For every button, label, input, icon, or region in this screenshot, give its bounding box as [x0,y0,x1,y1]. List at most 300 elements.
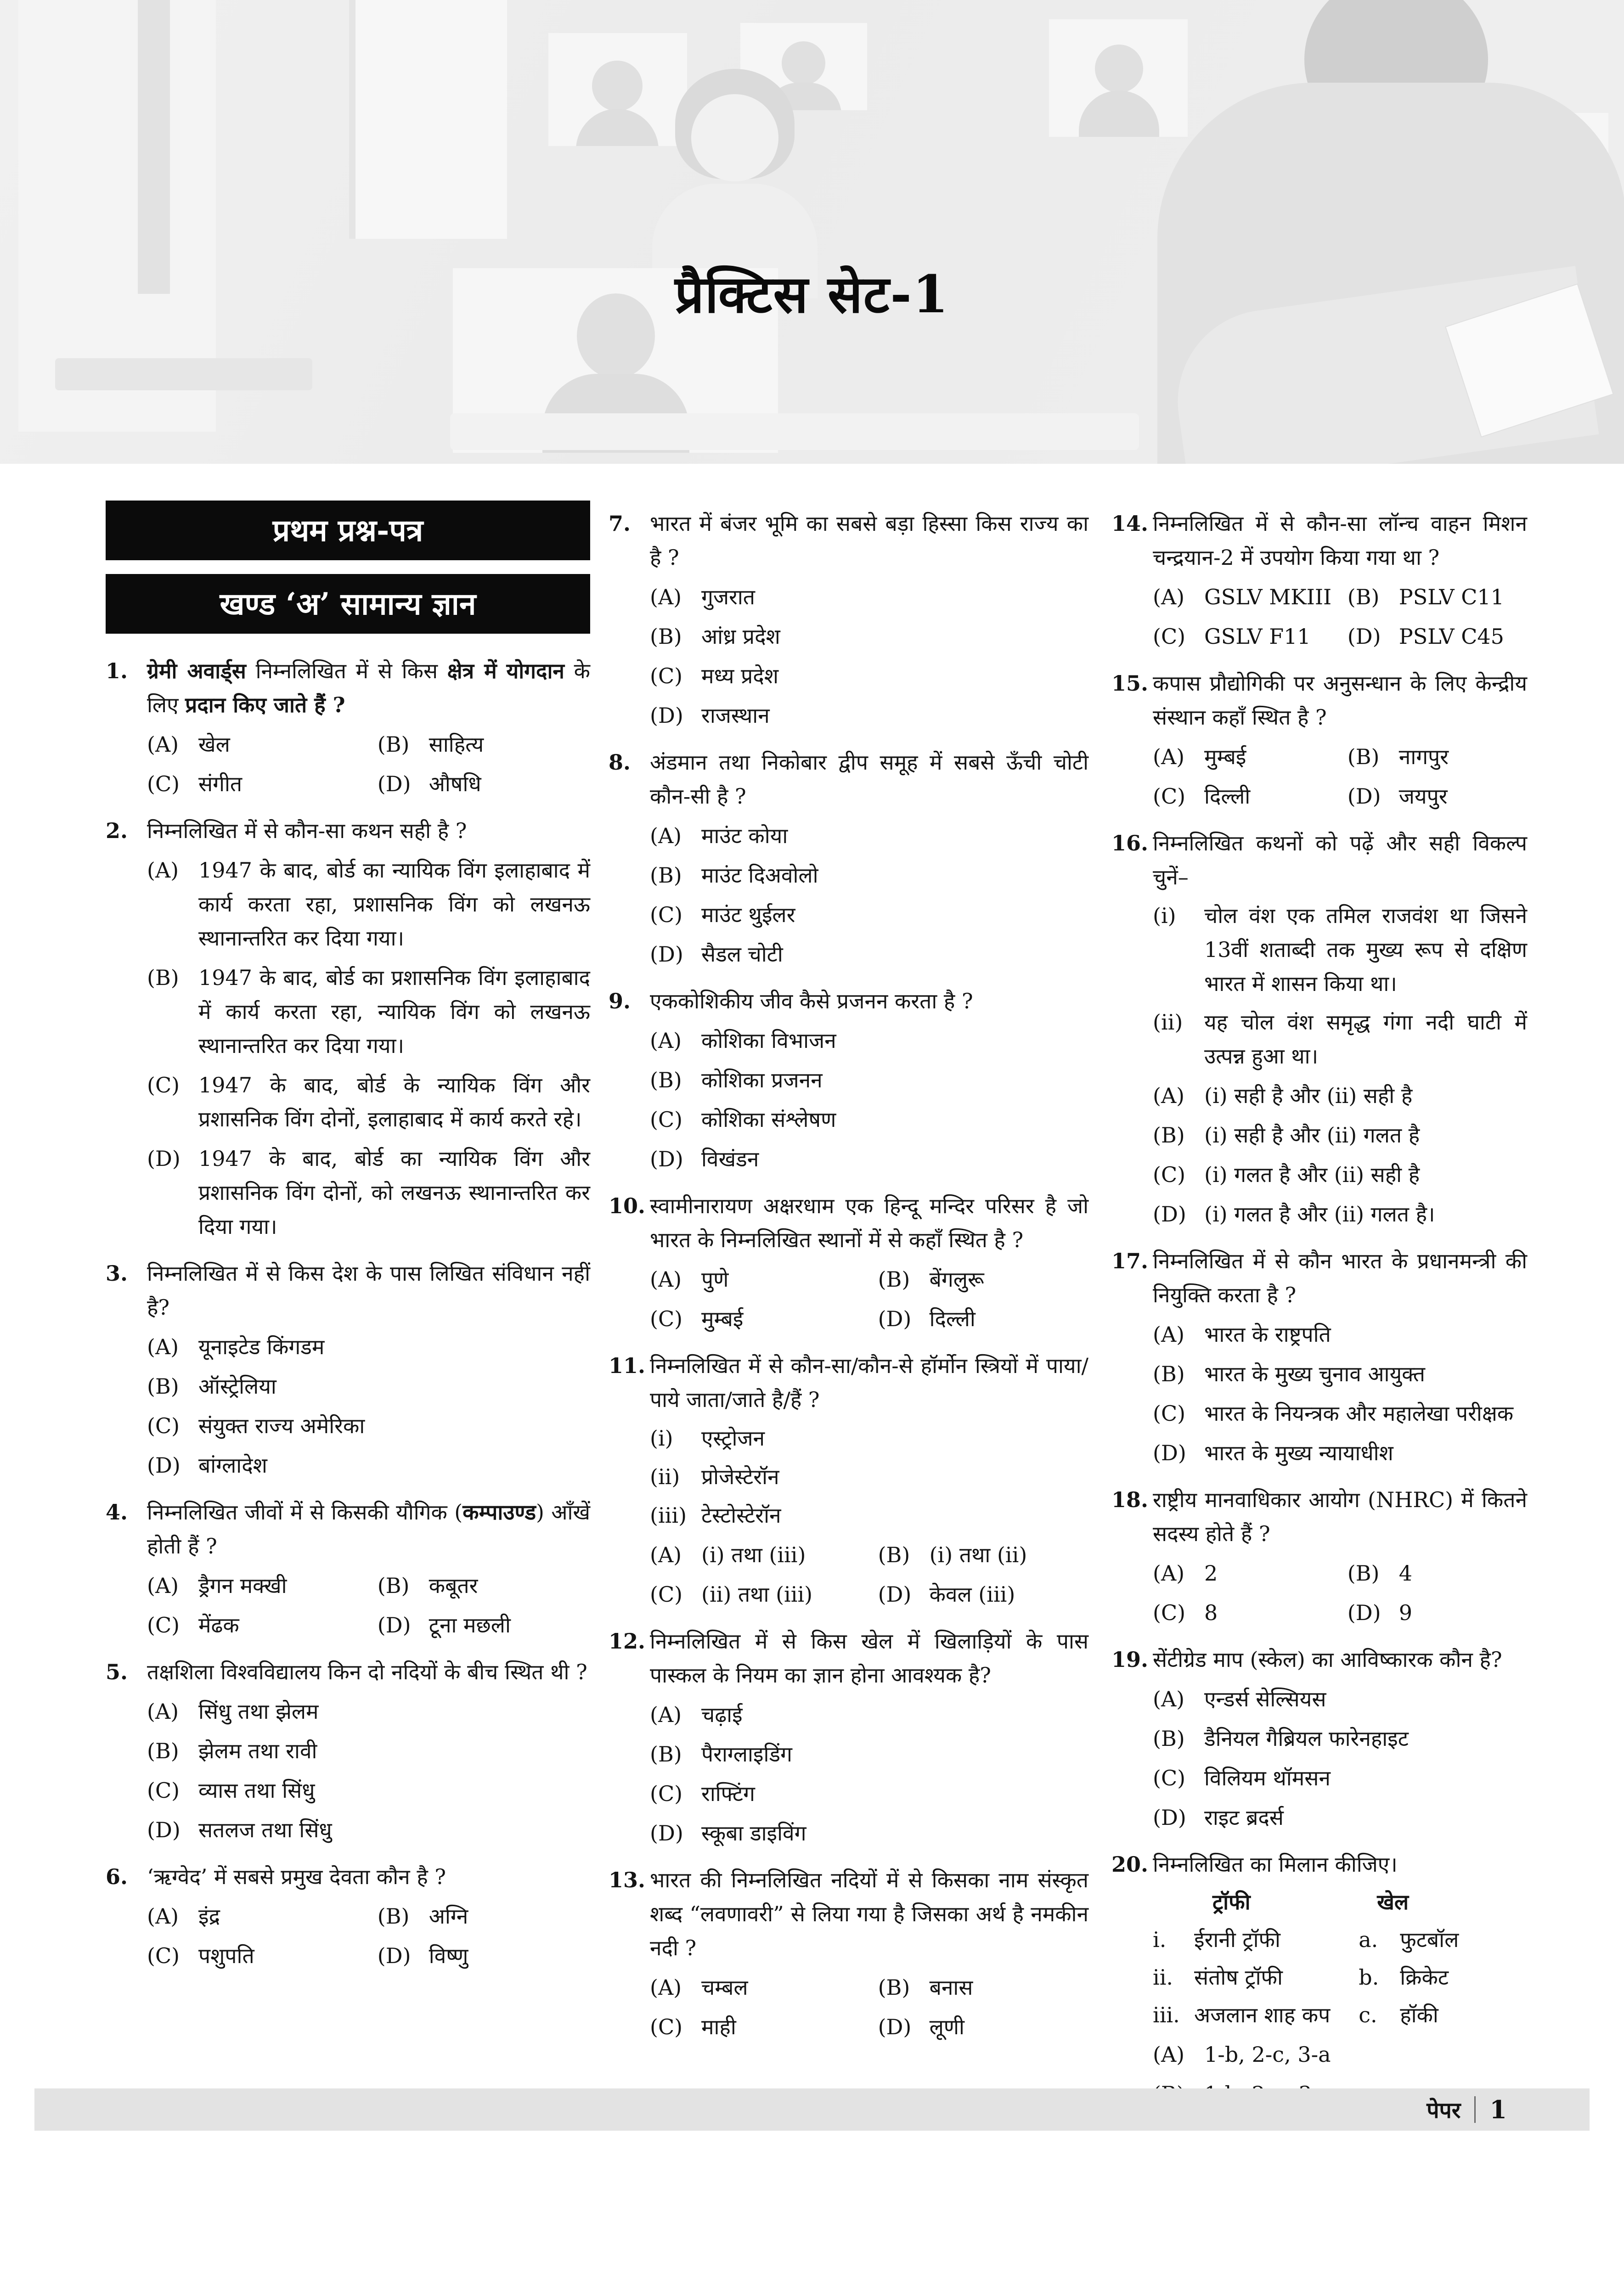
option-label: (A) [147,732,179,757]
option [147,1330,590,1364]
option-row [650,1970,1088,2004]
option [147,1773,590,1807]
option-text: संगीत [198,771,242,796]
option-text: (i) तथा (ii) [929,1542,1027,1567]
option-label: (D) [147,1453,180,1478]
option-label: (B) [147,1739,179,1763]
option [1153,1761,1527,1795]
question-text: भारत की निम्नलिखित नदियों में से किसका नाम संस्कृत शब्द “लवणावरी” से लिया गया है जिसका अर्थ है नमकीन नदी ? [650,1868,1088,1960]
question-text: स्वामीनारायण अक्षरधाम एक हिन्दू मन्दिर परिसर है जो भारत के निम्नलिखित स्थानों में से कहाँ स्थित है ? [650,1193,1088,1252]
option-text: 8 [1204,1600,1218,1625]
option-text: मुम्बई [1204,744,1246,769]
option [1153,619,1348,653]
option-text: (i) गलत है और (ii) गलत है। [1204,1202,1435,1227]
option [1153,779,1348,813]
option-label: (B) [1347,744,1380,769]
option-label: (A) [147,858,179,883]
option-text: विलियम थॉमसन [1204,1766,1331,1790]
option [878,1262,1088,1296]
option [147,1939,378,1973]
question-body [650,1189,1088,1336]
option [650,580,1088,614]
question-number: 16. [1111,831,1149,855]
option [1153,580,1348,614]
question-text: राष्ट्रीय मानवाधिकार आयोग (NHRC) में कितने सदस्य होते हैं ? [1153,1487,1527,1546]
option-label: (C) [650,1582,683,1607]
option [1348,740,1527,774]
option-text: पैराग्लाइडिंग [701,1742,792,1767]
option [1153,1556,1348,1590]
question-text: तक्षशिला विश्वविद्यालय किन दो नदियों के बीच स्थित थी ? [147,1660,587,1684]
option-label: (D) [878,1306,912,1331]
option-label: (B) [1153,1123,1185,1148]
option-text: नागपुर [1398,744,1449,769]
match-header: खेल [1377,1890,1409,1914]
option [1348,779,1527,813]
option [650,858,1088,892]
option-text: डैनियल गैब्रियल फारेनहाइट [1204,1726,1409,1751]
option-text: कबूतर [429,1573,478,1598]
match-sport: फुटबॉल [1400,1927,1459,1952]
option-label: (B) [650,863,682,888]
option-label: (A) [650,1975,682,2000]
option-text: 1-b, 2-c, 3-a [1204,2042,1331,2067]
option-label: (C) [650,1107,683,1132]
match-table [1153,1885,1527,2032]
question-text: सेंटीग्रेड माप (स्केल) का आविष्कारक कौन है? [1153,1647,1502,1672]
question-number: 19. [1111,1647,1149,1672]
question-number: 5. [106,1660,128,1684]
option-label: (A) [650,1702,682,1727]
option [147,853,590,955]
statement-text: प्रोजेस्टेरॉन [701,1464,779,1489]
option-text: एन्डर्स सेल्सियस [1204,1687,1326,1711]
question-number: 2. [106,818,128,843]
option [378,727,590,761]
option-row [650,1577,1088,1611]
match-trophy-cell [1153,1960,1359,1994]
option-text: GSLV MKIII [1204,585,1332,609]
question-number: 20. [1111,1852,1149,1877]
option-text: राजस्थान [701,703,770,728]
option [1153,740,1348,774]
option [378,1899,590,1933]
option-text: (ii) तथा (iii) [701,1582,813,1607]
option-row [147,1608,590,1642]
question-body [650,745,1088,971]
column-3 [1111,494,1527,2111]
question-number: 8. [609,750,631,775]
option-label: (A) [1153,585,1185,609]
option-text: मेंढक [198,1613,239,1638]
option [1153,1682,1527,1716]
option-row [1153,580,1527,614]
option-text: चम्बल [701,1975,748,2000]
option-row [1153,1556,1527,1590]
option-label: (D) [1347,1600,1381,1625]
option-label: (A) [650,1267,682,1292]
option-label: (D) [878,1582,912,1607]
option-text: विष्णु [429,1943,468,1968]
option-text: सतलज तथा सिंधु [198,1818,332,1842]
option-label: (C) [147,1943,180,1968]
option [1153,1396,1527,1430]
question-text: कपास प्रौद्योगिकी पर अनुसन्धान के लिए केन्द्रीय संस्थान कहाँ स्थित है ? [1153,671,1527,730]
option-label: (A) [650,823,682,848]
option-row [650,1538,1088,1572]
option [1153,1197,1527,1231]
option-text: PSLV C11 [1398,585,1504,609]
option-label: (C) [1153,1162,1186,1187]
option-text: माउंट थुईलर [701,902,795,927]
option-label: (B) [650,624,682,649]
option-text: लूणी [929,2015,964,2039]
option-text: माउंट दिअवोलो [701,863,818,888]
question-number: 11. [609,1353,646,1378]
option-label: (A) [147,1573,179,1598]
footer-page-number: 1 [1489,2095,1507,2124]
option-label: (B) [1153,1362,1185,1386]
question-body [147,1860,590,1973]
option [1153,1158,1527,1192]
option-text: चढ़ाई [701,1702,743,1727]
option-label: (A) [1153,1561,1185,1586]
statement-item [1153,1005,1527,1073]
match-trophy-cell [1153,1923,1359,1957]
question-text: निम्नलिखित जीवों में से किसकी यौगिक (कम्पाउण्ड) आँखें होती हैं ? [147,1500,590,1559]
question-body [147,814,590,1244]
question-8 [609,745,1088,971]
question-text: अंडमान तथा निकोबार द्वीप समूह में सबसे ऊँची चोटी कौन-सी है ? [650,750,1088,809]
question-number: 15. [1111,671,1149,696]
statement-item [650,1460,1088,1494]
option-text: माउंट कोया [701,823,788,848]
option-text: मुम्बई [701,1306,744,1331]
question-body [650,1863,1088,2044]
option [147,1409,590,1443]
question-2 [106,814,590,1244]
option-label: (D) [650,1821,683,1846]
monitor-graphic [542,28,694,152]
option [147,767,378,801]
option [650,1816,1088,1850]
question-body [650,506,1088,732]
option-text: 2 [1204,1561,1218,1586]
option-text: सिंधु तथा झेलम [198,1699,319,1724]
option-text: ऑस्ट्रेलिया [198,1374,276,1399]
option-text: इंद्र [198,1904,220,1929]
option-text: 1947 के बाद, बोर्ड के न्यायिक विंग और प्रशासनिक विंग दोनों, इलाहाबाद में कार्य करते रहे। [198,1073,590,1131]
question-body [1153,1244,1527,1470]
question-text: निम्नलिखित में से किस खेल में खिलाड़ियों के पास पास्कल के नियम का ज्ञान होना आवश्यक है? [650,1629,1088,1688]
option-row [650,1262,1088,1296]
match-row-letter: c. [1359,2003,1377,2027]
question-body [147,654,590,801]
option-row [147,727,590,761]
match-trophy: अजलान शाह कप [1194,2003,1331,2027]
option [1153,1118,1527,1152]
option-text: आंध्र प्रदेश [701,624,780,649]
question-12 [609,1624,1088,1850]
option-text: राइट ब्रदर्स [1204,1805,1284,1830]
option-label: (B) [147,965,179,990]
option-label: (D) [650,703,683,728]
option-label: (C) [650,664,683,688]
option-label: (C) [1153,624,1186,649]
option-label: (A) [1153,744,1185,769]
option [650,898,1088,932]
desk-graphic [55,358,312,390]
option-text: 1947 के बाद, बोर्ड का प्रशासनिक विंग इलाहाबाद में कार्य करता रहा, न्यायिक विंग को लखनऊ स्थानान्तरित कर दिया गया। [198,965,590,1058]
option-label: (C) [147,1413,180,1438]
option-row [1153,619,1527,653]
option-row [650,1302,1088,1336]
option-label: (D) [1347,784,1381,809]
option [650,1737,1088,1771]
question-18 [1111,1483,1527,1630]
question-number: 9. [609,989,631,1013]
statement-item [650,1498,1088,1532]
option [147,961,590,1063]
question-text: निम्नलिखित का मिलान कीजिए। [1153,1852,1398,1877]
question-number: 14. [1111,511,1149,536]
option-text: (i) सही है और (ii) गलत है [1204,1123,1420,1148]
option-text: बेंगलुरू [929,1267,984,1292]
option [1153,1436,1527,1470]
option-label: (C) [147,1073,180,1097]
question-body [147,1655,590,1847]
option-label: (D) [377,1613,411,1638]
option [650,1577,878,1611]
question-9 [609,984,1088,1176]
question-body [650,984,1088,1176]
option-text: कोशिका संश्लेषण [701,1107,836,1132]
option-label: (A) [650,1542,682,1567]
question-body [1153,1483,1527,1630]
option-label: (C) [650,1781,683,1806]
option-label: (C) [1153,1401,1186,1426]
question-number: 6. [106,1864,128,1889]
question-17 [1111,1244,1527,1470]
option [378,1569,590,1603]
option-text: 1947 के बाद, बोर्ड का न्यायिक विंग इलाहाबाद में कार्य करता रहा, प्रशासनिक विंग को लखनऊ स्थानान्तरित कर दिया गया। [198,858,590,951]
option-label: (A) [1153,1083,1185,1108]
option-text: कोशिका प्रजनन [701,1068,823,1092]
option [1348,1596,1527,1630]
statement-label: (i) [1153,903,1176,928]
statement-label: (iii) [650,1503,687,1528]
footer-divider [1474,2096,1476,2123]
question-11 [609,1349,1088,1611]
option [378,1608,590,1642]
option [650,937,1088,971]
question-number: 4. [106,1500,128,1525]
option [650,1142,1088,1176]
option-label: (B) [650,1068,682,1092]
option [1348,1556,1527,1590]
option-label: (A) [147,1334,179,1359]
option-text: गुजरात [701,585,755,609]
option-text: खेल [198,732,230,757]
match-trophy: संतोष ट्रॉफी [1194,1965,1283,1990]
option-text: यूनाइटेड किंगडम [198,1334,325,1359]
option-text: भारत के मुख्य चुनाव आयुक्त [1204,1362,1425,1386]
option-text: भारत के नियन्त्रक और महालेखा परीक्षक [1204,1401,1514,1426]
statement-label: (i) [650,1426,673,1451]
option-label: (D) [650,1147,683,1171]
option [650,1970,878,2004]
option-text: राफ्टिंग [701,1781,755,1806]
option-text: बनास [929,1975,973,2000]
option-label: (A) [1153,1322,1185,1347]
option [650,1024,1088,1058]
option-label: (B) [1347,585,1380,609]
option [650,1302,878,1336]
option-label: (C) [147,1613,180,1638]
option-text: झेलम तथा रावी [198,1739,317,1763]
option-text: दिल्ली [929,1306,976,1331]
question-text: ‘ऋग्वेद’ में सबसे प्रमुख देवता कौन है ? [147,1864,446,1889]
option-label: (D) [1153,1441,1186,1465]
option-text: बांग्लादेश [198,1453,267,1478]
question-number: 17. [1111,1249,1149,1273]
question-number: 1. [106,658,128,683]
statement-text: यह चोल वंश समृद्ध गंगा नदी घाटी में उत्पन्न हुआ था। [1204,1010,1527,1069]
option-text: (i) तथा (iii) [701,1542,806,1567]
option-text: GSLV F11 [1204,624,1311,649]
option-text: (i) सही है और (ii) सही है [1204,1083,1413,1108]
option-row [147,767,590,801]
option-text: PSLV C45 [1398,624,1504,649]
question-number: 18. [1111,1487,1149,1512]
option-label: (C) [1153,784,1186,809]
option-label: (B) [878,1267,910,1292]
option-label: (D) [147,1818,180,1842]
option-label: (D) [1153,1805,1186,1830]
option-row [1153,740,1527,774]
question-7 [609,506,1088,732]
option-label: (C) [1153,1600,1186,1625]
option [1153,1801,1527,1835]
option [147,1068,590,1136]
match-row [1153,1998,1527,2032]
question-body [1153,826,1527,1231]
option-text: 4 [1398,1561,1413,1586]
statement-text: एस्ट्रोजन [701,1426,765,1451]
match-row-letter: a. [1359,1927,1378,1952]
statement-item [650,1421,1088,1455]
option-text: भारत के राष्ट्रपति [1204,1322,1331,1347]
option [1348,619,1527,653]
option-text: ड्रैगन मक्खी [198,1573,287,1598]
option-label: (D) [377,771,411,796]
question-6 [106,1860,590,1973]
option [650,819,1088,853]
option [878,1577,1088,1611]
option [147,1899,378,1933]
question-13 [609,1863,1088,2044]
option-text: मध्य प्रदेश [701,664,778,688]
question-body [1153,506,1527,653]
option [650,698,1088,732]
option-text: विखंडन [701,1147,759,1171]
question-1 [106,654,590,801]
option [650,1063,1088,1097]
option-label: (A) [650,1028,682,1053]
option [878,2010,1088,2044]
option [147,1369,590,1403]
desk-graphic [450,413,1139,450]
question-number: 12. [609,1629,646,1654]
option-row [147,1569,590,1603]
option-label: (B) [878,1542,910,1567]
option [1153,2037,1527,2071]
option-label: (D) [1347,624,1381,649]
option [147,1142,590,1244]
option-text: पुणे [701,1267,729,1292]
header-illustration [0,0,1624,464]
wall-panel-graphic [138,0,170,294]
option-label: (C) [650,1306,683,1331]
option [1153,1317,1527,1351]
question-10 [609,1189,1088,1336]
statement-label: (ii) [650,1464,680,1489]
footer-bar [34,2088,1590,2131]
option [1153,1722,1527,1756]
option [1153,1357,1527,1391]
option-label: (C) [650,902,683,927]
match-row [1153,1960,1527,1994]
match-row-number: ii. [1153,1965,1173,1990]
option-label: (B) [377,1573,410,1598]
question-3 [106,1256,590,1482]
option [1153,1079,1527,1113]
option-text: स्कूबा डाइविंग [701,1821,806,1846]
question-number: 13. [609,1868,646,1892]
option [650,1262,878,1296]
option-text: पशुपति [198,1943,254,1968]
question-text: निम्नलिखित में से किस देश के पास लिखित संविधान नहीं है? [147,1261,590,1320]
question-14 [1111,506,1527,653]
option-label: (D) [650,942,683,967]
option [378,767,590,801]
option [650,1777,1088,1811]
option-label: (D) [878,2015,912,2039]
question-text: निम्नलिखित कथनों को पढ़ें और सही विकल्प चुनें– [1153,831,1527,889]
question-5 [106,1655,590,1847]
option [650,619,1088,653]
option [147,1734,590,1768]
option [878,1302,1088,1336]
match-sport: क्रिकेट [1400,1965,1449,1990]
match-sport: हॉकी [1400,2003,1438,2027]
question-body [650,1349,1088,1611]
window-panel-graphic [349,0,507,239]
question-text: निम्नलिखित में से कौन-सा कथन सही है ? [147,818,467,843]
match-row-number: i. [1153,1927,1167,1952]
question-text: निम्नलिखित में से कौन भारत के प्रधानमन्त्री की नियुक्ति करता है ? [1153,1249,1527,1307]
match-trophy: ईरानी ट्रॉफी [1194,1927,1280,1952]
option [147,1694,590,1728]
question-body [650,1624,1088,1850]
option-label: (D) [377,1943,411,1968]
option-label: (B) [650,1742,682,1767]
question-body [1153,1847,1527,2111]
option-text: केवल (iii) [929,1582,1015,1607]
match-row-letter: b. [1359,1965,1379,1990]
option-label: (B) [878,1975,910,2000]
option-row [1153,779,1527,813]
